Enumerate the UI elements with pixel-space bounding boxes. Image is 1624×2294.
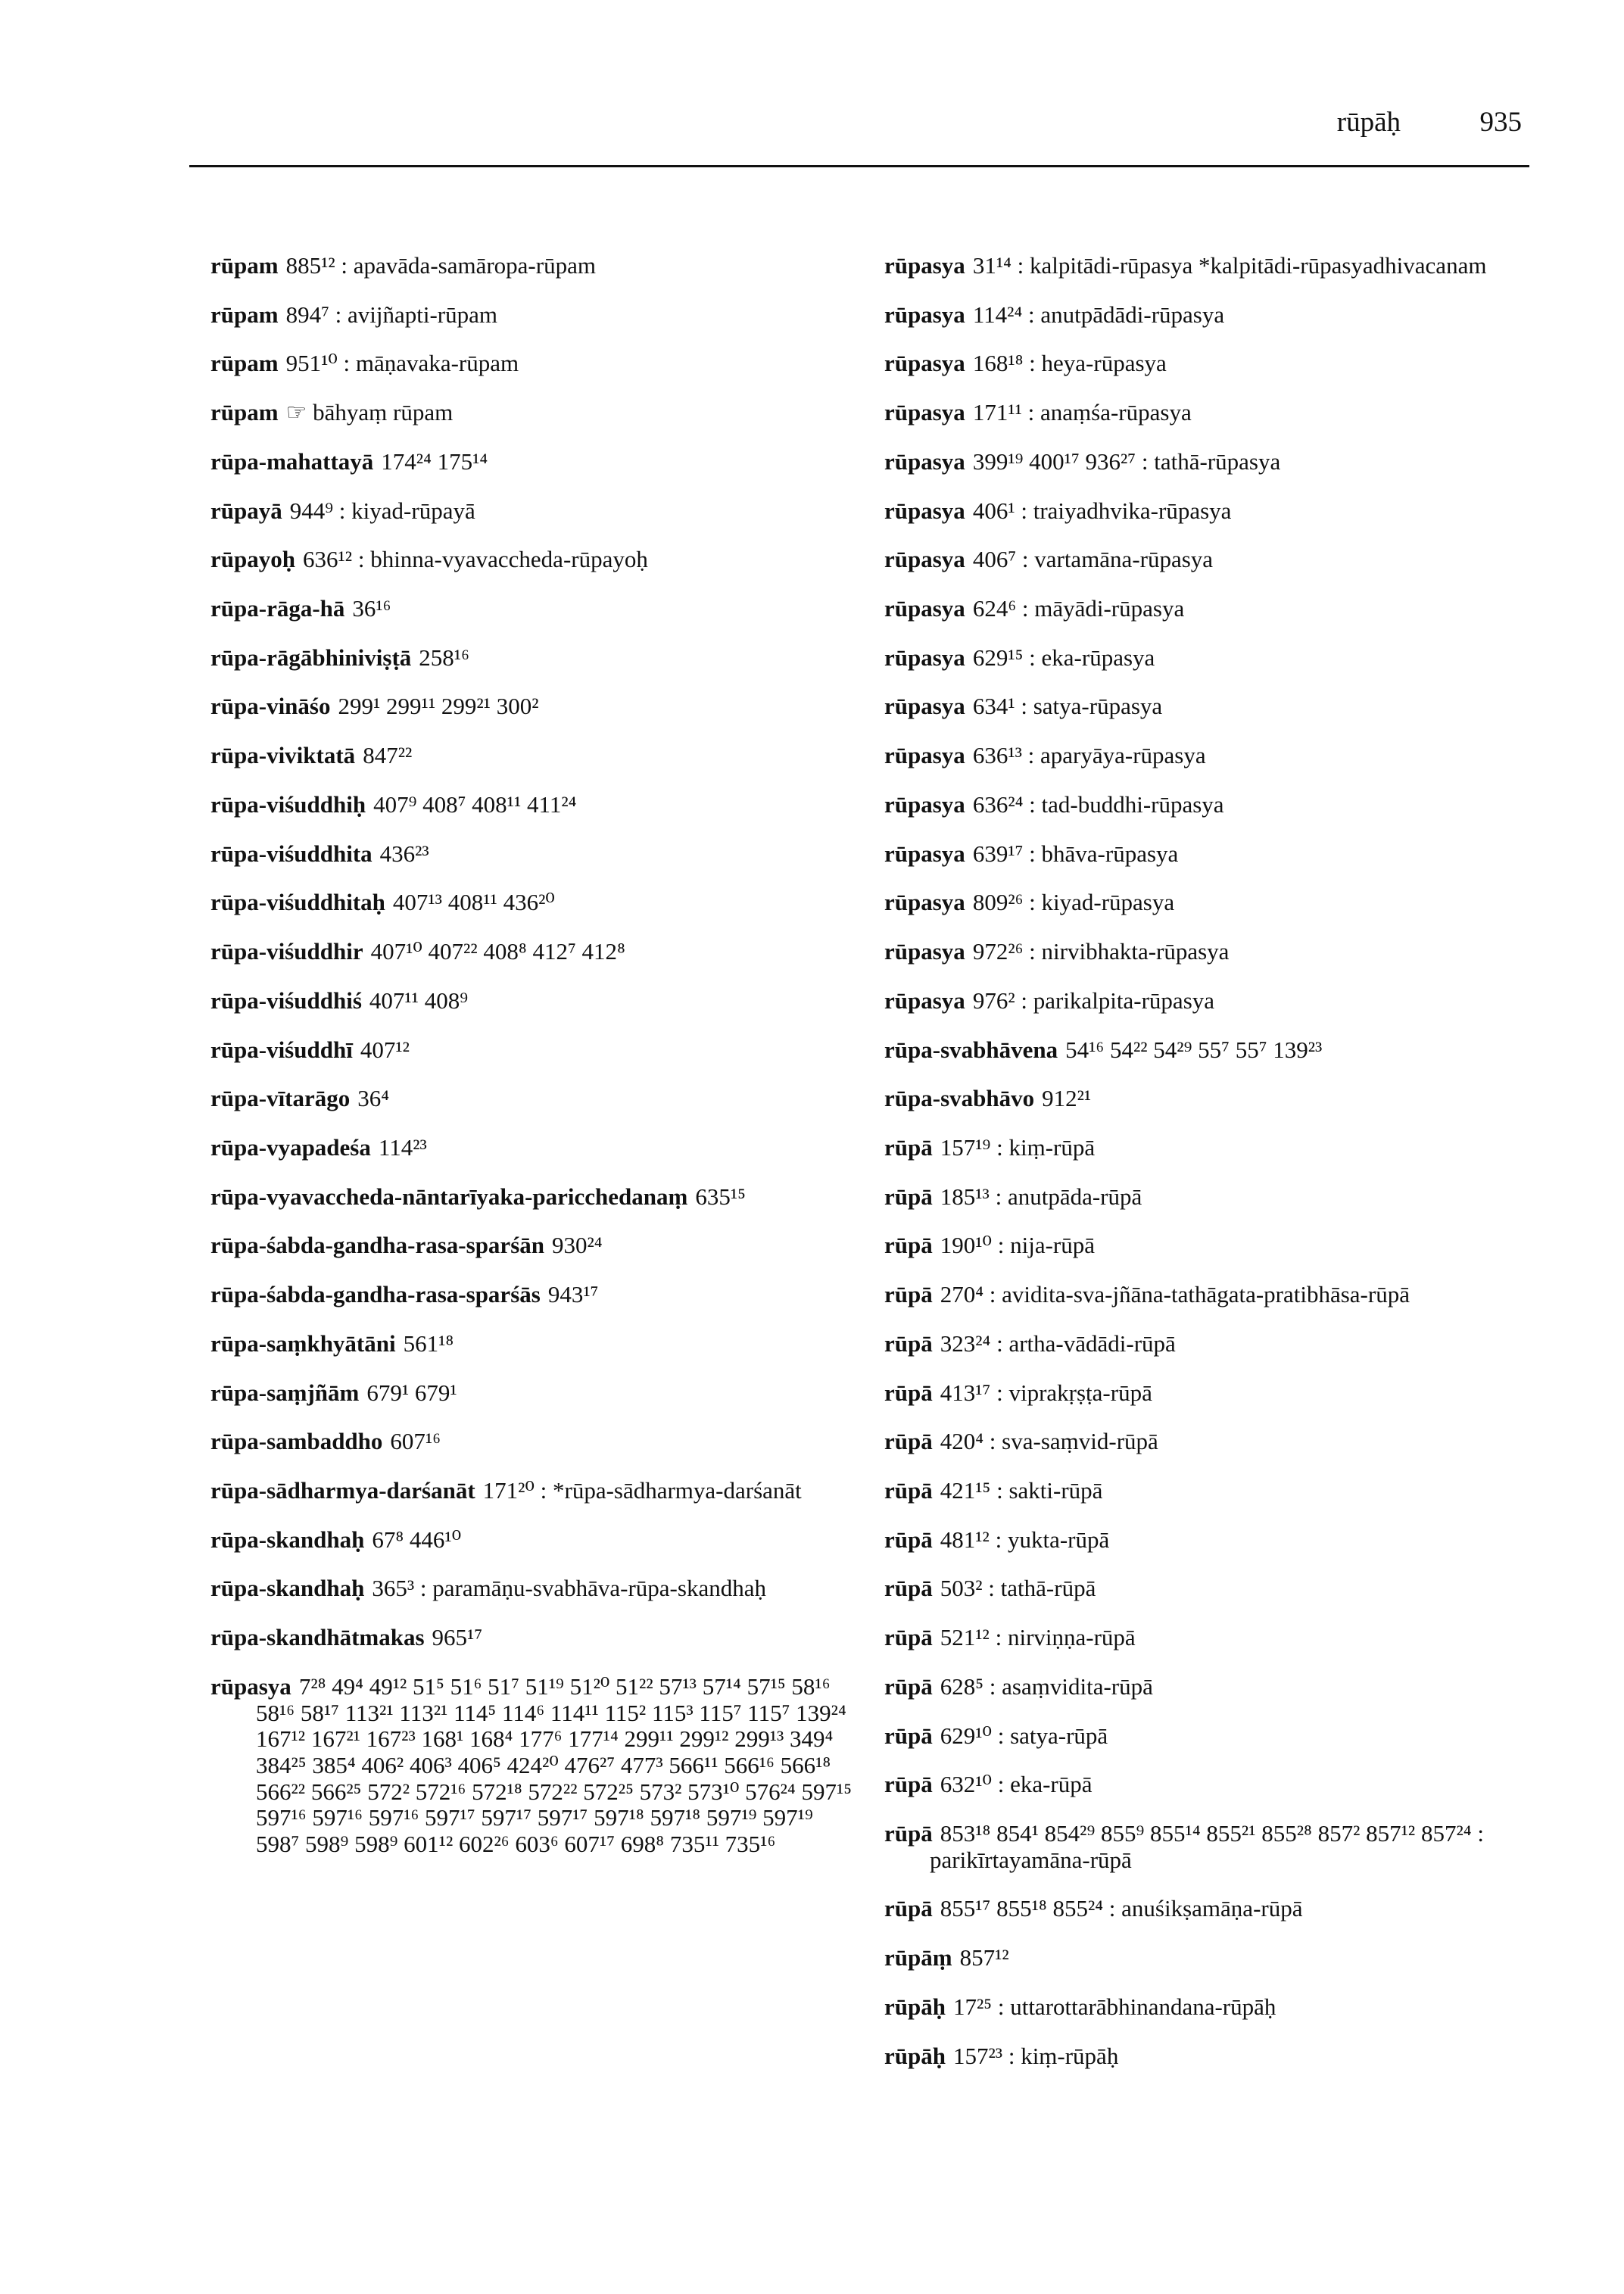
index-entry (210, 302, 854, 329)
entry-references: 894⁷ : (285, 301, 342, 328)
index-entry (210, 1331, 854, 1357)
entry-references: 36¹⁶ (352, 595, 391, 622)
index-entry (884, 449, 1528, 475)
index-entry (884, 1184, 1528, 1211)
entry-headword: rūpā (884, 1183, 933, 1210)
entry-references: 406¹ : (972, 497, 1027, 524)
entry-headword: rūpa-viśuddhir (210, 938, 363, 965)
entry-context: eka-rūpasya (1041, 644, 1155, 671)
entry-references: 561¹⁸ (403, 1329, 454, 1357)
entry-references: 185¹³ : (940, 1183, 1002, 1210)
index-entry (210, 1282, 854, 1308)
entry-headword: rūpa-vītarāgo (210, 1085, 351, 1112)
entry-context: sakti-rūpā (1008, 1476, 1103, 1504)
entry-context: māyādi-rūpasya (1034, 595, 1185, 622)
entry-references: 944⁹ : (289, 497, 346, 524)
index-entry (210, 1478, 854, 1504)
entry-headword: rūpa-viśuddhī (210, 1036, 353, 1063)
entry-headword: rūpa-śabda-gandha-rasa-sparśās (210, 1281, 541, 1308)
entry-references: 628⁵ : (940, 1672, 996, 1700)
entry-context: nija-rūpā (1010, 1232, 1095, 1259)
index-entry (210, 1380, 854, 1407)
entry-references: 607¹⁶ (390, 1428, 441, 1455)
index-entry (210, 547, 854, 573)
entry-headword: rūpasya (884, 790, 965, 818)
entry-context: eka-rūpā (1010, 1771, 1093, 1798)
entry-context: vartamāna-rūpasya (1034, 546, 1214, 573)
entry-references: 7²⁸ 49⁴ 49¹² 51⁵ 51⁶ 51⁷ 51¹⁹ 51²⁰ 51²² 57¹³ 57¹⁴ 57¹⁵ 58¹⁶ 58¹⁶ 58¹⁷ 113²¹ 113²¹ 114⁵ 114⁶ 114¹¹ 115² 115³ 115⁷ 115⁷ 139²⁴ 167¹² 167²¹ 167²³ 168¹ 168⁴ 177⁶ 177¹⁴ 299¹¹ 299¹² 299¹³ 349⁴ 384²⁵ 385⁴ 406² 406³ 406⁵ 424²⁰ 476²⁷ 477³ 566¹¹ 566¹⁶ 566¹⁸ 566²² 566²⁵ 572² 572¹⁶ 572¹⁸ 572²² 572²⁵ 573² 573¹⁰ 576²⁴ 597¹⁵ 597¹⁶ 597¹⁶ 597¹⁶ 597¹⁷ 597¹⁷ 597¹⁷ 597¹⁸ 597¹⁸ 597¹⁹ 597¹⁹ 598⁷ 598⁹ 598⁹ 601¹² 602²⁶ 603⁶ 607¹⁷ 698⁸ 735¹¹ 735¹⁶ (256, 1672, 853, 1858)
entry-references: 629¹⁵ : (972, 644, 1036, 671)
entry-headword: rūpā (884, 1624, 933, 1651)
index-entry (884, 743, 1528, 769)
index-entry (884, 693, 1528, 720)
entry-headword: rūpa-rāga-hā (210, 595, 345, 622)
entry-references: 857¹² (959, 1944, 1009, 1971)
entry-context: apavāda-samāropa-rūpam (353, 252, 596, 279)
entry-references: 67⁸ 446¹⁰ (372, 1526, 462, 1553)
entry-context: tad-buddhi-rūpasya (1041, 790, 1224, 818)
entry-references: 413¹⁷ : (940, 1379, 1003, 1406)
entry-headword: rūpa-sambaddho (210, 1428, 383, 1455)
entry-references: 436²³ (379, 840, 429, 867)
index-entry (884, 1674, 1528, 1700)
index-entry (884, 1380, 1528, 1407)
entry-references: 976² : (972, 986, 1027, 1014)
entry-references: 855¹⁷ 855¹⁸ 855²⁴ : (940, 1895, 1116, 1922)
index-entry (210, 1625, 854, 1651)
entry-references: 114²⁴ : (972, 301, 1035, 328)
entry-references: 406⁷ : (972, 546, 1029, 573)
entry-headword: rūpā (884, 1526, 933, 1553)
entry-headword: rūpa-skandhaḥ (210, 1575, 365, 1602)
entry-headword: rūpasya (884, 447, 965, 475)
index-entry (884, 1135, 1528, 1161)
entry-headword: rūpam (210, 252, 279, 279)
index-entry (884, 1478, 1528, 1504)
entry-references: 171¹¹ : (972, 399, 1035, 426)
index-entry (884, 1723, 1528, 1750)
entry-references: 258¹⁶ (419, 644, 469, 671)
entry-references: 157²³ : (952, 2042, 1015, 2069)
index-entry (884, 351, 1528, 377)
entry-context: *rūpa-sādharmya-darśanāt (553, 1476, 802, 1504)
entry-context: kiṃ-rūpā (1008, 1133, 1096, 1161)
entry-context: kiyad-rūpasya (1041, 889, 1175, 916)
index-entry (884, 302, 1528, 329)
entry-headword: rūpā (884, 1820, 933, 1847)
entry-references: 481¹² : (940, 1526, 1002, 1553)
entry-references: 943¹⁷ (547, 1281, 599, 1308)
entry-references: 407¹¹ 408⁹ (369, 986, 469, 1014)
entry-headword: rūpasya (210, 1672, 291, 1700)
entry-headword: rūpam (210, 301, 279, 328)
entry-headword: rūpasya (884, 644, 965, 671)
index-entry (884, 1821, 1528, 1873)
index-entry (884, 939, 1528, 965)
entry-headword: rūpasya (884, 889, 965, 916)
entry-references: 174²⁴ 175¹⁴ (381, 447, 488, 475)
entry-references: 157¹⁹ : (940, 1133, 1003, 1161)
entry-context: heya-rūpasya (1041, 350, 1167, 377)
entry-references: 36⁴ (357, 1085, 390, 1112)
entry-references: 847²² (363, 742, 413, 769)
index-entry (210, 498, 854, 525)
entry-headword: rūpasya (884, 742, 965, 769)
entry-references: 679¹ 679¹ (366, 1379, 457, 1406)
entry-references: 114²³ (378, 1133, 427, 1161)
entry-context: anutpādādi-rūpasya (1040, 301, 1225, 328)
right-column (884, 253, 1528, 2092)
index-entry (210, 645, 854, 672)
entry-headword: rūpa-śabda-gandha-rasa-sparśān (210, 1232, 544, 1259)
index-entry (210, 1086, 854, 1112)
entry-context: artha-vādādi-rūpā (1008, 1329, 1176, 1357)
entry-references: 407¹³ 408¹¹ 436²⁰ (392, 889, 555, 916)
entry-headword: rūpa-vyapadeśa (210, 1133, 371, 1161)
entry-headword: rūpā (884, 1771, 933, 1798)
index-entry (884, 596, 1528, 622)
entry-headword: rūpā (884, 1672, 933, 1700)
entry-headword: rūpā (884, 1428, 933, 1455)
index-entry (210, 988, 854, 1015)
index-entry (210, 596, 854, 622)
entry-references: 407¹² (360, 1036, 410, 1063)
entry-references: 407⁹ 408⁷ 408¹¹ 411²⁴ (373, 790, 577, 818)
entry-headword: rūpa-viśuddhitaḥ (210, 889, 385, 916)
entry-headword: rūpa-viśuddhiś (210, 986, 362, 1014)
index-entry (210, 253, 854, 279)
entry-context: anutpāda-rūpā (1007, 1183, 1142, 1210)
entry-references: 809²⁶ : (972, 889, 1036, 916)
entry-headword: rūpayoḥ (210, 546, 295, 573)
entry-headword: rūpasya (884, 938, 965, 965)
entry-references: 951¹⁰ : (285, 350, 351, 377)
index-entry (884, 1576, 1528, 1602)
index-entry (210, 1576, 854, 1602)
entry-headword: rūpam (210, 350, 279, 377)
entry-headword: rūpasya (884, 693, 965, 720)
entry-context: kiṃ-rūpāḥ (1021, 2042, 1119, 2069)
entry-headword: rūpa-skandhātmakas (210, 1624, 425, 1651)
entry-headword: rūpā (884, 1895, 933, 1922)
entry-references: 521¹² : (940, 1624, 1002, 1651)
entry-headword: rūpasya (884, 252, 965, 279)
entry-references: 624⁶ : (972, 595, 1029, 622)
entry-context: yukta-rūpā (1007, 1526, 1110, 1553)
entry-headword: rūpa-sādharmya-darśanāt (210, 1476, 475, 1504)
entry-headword: rūpa-vyavaccheda-nāntarīyaka-paricchedanaṃ (210, 1183, 688, 1210)
entry-references: 639¹⁷ : (972, 840, 1036, 867)
entry-headword: rūpasya (884, 350, 965, 377)
left-column (210, 253, 854, 1881)
entry-references: 636¹² : (302, 546, 365, 573)
running-head-word: rūpāḥ (1336, 107, 1401, 138)
entry-headword: rūpa-viviktatā (210, 742, 356, 769)
entry-context: nirvibhakta-rūpasya (1041, 938, 1230, 965)
index-entry (884, 253, 1528, 279)
entry-headword: rūpa-viśuddhita (210, 840, 372, 867)
entry-headword: rūpam (210, 399, 279, 426)
entry-references: 190¹⁰ : (940, 1232, 1005, 1259)
index-entry (210, 841, 854, 868)
entry-context: sva-saṃvid-rūpā (1002, 1428, 1158, 1455)
entry-context: traiyadhvika-rūpasya (1033, 497, 1232, 524)
entry-references: 972²⁶ : (972, 938, 1036, 965)
entry-headword: rūpā (884, 1575, 933, 1602)
entry-headword: rūpa-svabhāvo (884, 1085, 1035, 1112)
index-entry (884, 841, 1528, 868)
entry-context: parikalpita-rūpasya (1033, 986, 1215, 1014)
index-entry (884, 1625, 1528, 1651)
entry-headword: rūpa-saṃkhyātāni (210, 1329, 396, 1357)
index-entry (884, 1994, 1528, 2021)
entry-references: 17²⁵ : (952, 1993, 1005, 2020)
index-entry (884, 1772, 1528, 1798)
entry-context: paramāṇu-svabhāva-rūpa-skandhaḥ (432, 1575, 766, 1602)
index-entry (884, 1527, 1528, 1554)
entry-references: 420⁴ : (940, 1428, 996, 1455)
entry-references: 421¹⁵ : (940, 1476, 1003, 1504)
entry-context: tathā-rūpasya (1154, 447, 1281, 475)
entry-context: avijñapti-rūpam (348, 301, 497, 328)
index-entry (210, 890, 854, 916)
index-entry (884, 1945, 1528, 1971)
entry-headword: rūpa-saṃjñām (210, 1379, 360, 1406)
index-entry (884, 1037, 1528, 1064)
entry-references: 912²¹ (1042, 1085, 1092, 1112)
entry-context: viprakṛṣṭa-rūpā (1008, 1379, 1152, 1406)
entry-headword: rūpa-skandhaḥ (210, 1526, 365, 1553)
index-entry (210, 1184, 854, 1211)
entry-context: parikīrtayamāna-rūpā (930, 1846, 1132, 1873)
entry-references: 965¹⁷ (432, 1624, 483, 1651)
index-entry (210, 1674, 854, 1858)
entry-headword: rūpa-mahattayā (210, 447, 374, 475)
entry-headword: rūpāḥ (884, 1993, 946, 2020)
entry-headword: rūpayā (210, 497, 282, 524)
entry-context: bhinna-vyavaccheda-rūpayoḥ (370, 546, 648, 573)
entry-references: 503² : (940, 1575, 995, 1602)
index-entry (884, 2043, 1528, 2070)
entry-references: 365³ : (372, 1575, 427, 1602)
index-entry (884, 498, 1528, 525)
entry-headword: rūpāḥ (884, 2042, 946, 2069)
entry-references: 54¹⁶ 54²² 54²⁹ 55⁷ 55⁷ 139²³ (1065, 1036, 1323, 1063)
entry-references: 31¹⁴ : (972, 252, 1024, 279)
index-entry (210, 1429, 854, 1455)
index-entry (884, 645, 1528, 672)
index-entry (210, 400, 854, 426)
entry-headword: rūpasya (884, 595, 965, 622)
entry-headword: rūpa-viśuddhiḥ (210, 790, 366, 818)
entry-references: 632¹⁰ : (940, 1771, 1005, 1798)
entry-context: aparyāya-rūpasya (1040, 742, 1206, 769)
entry-context: satya-rūpā (1010, 1722, 1108, 1749)
entry-context: bhāva-rūpasya (1041, 840, 1179, 867)
entry-context: asaṃvidita-rūpā (1002, 1672, 1153, 1700)
index-entry (210, 743, 854, 769)
index-entry (884, 988, 1528, 1015)
entry-headword: rūpasya (884, 497, 965, 524)
index-entry (884, 792, 1528, 818)
index-entry (210, 351, 854, 377)
entry-context: bāhyaṃ rūpam (313, 399, 454, 426)
index-entry (884, 1086, 1528, 1112)
entry-headword: rūpā (884, 1476, 933, 1504)
entry-context: uttarottarābhinandana-rūpāḥ (1010, 1993, 1276, 2020)
entry-references: 636²⁴ : (972, 790, 1036, 818)
entry-context: māṇavaka-rūpam (355, 350, 519, 377)
entry-headword: rūpasya (884, 546, 965, 573)
entry-context: kiyad-rūpayā (351, 497, 475, 524)
entry-references: 323²⁴ : (940, 1329, 1003, 1357)
entry-headword: rūpasya (884, 399, 965, 426)
index-entry (884, 890, 1528, 916)
index-entry (210, 693, 854, 720)
entry-headword: rūpasya (884, 301, 965, 328)
entry-context: tathā-rūpā (1000, 1575, 1096, 1602)
entry-headword: rūpā (884, 1133, 933, 1161)
entry-headword: rūpā (884, 1232, 933, 1259)
entry-headword: rūpā (884, 1722, 933, 1749)
index-entry (884, 1331, 1528, 1357)
index-entry (884, 1896, 1528, 1922)
entry-headword: rūpasya (884, 840, 965, 867)
entry-headword: rūpā (884, 1379, 933, 1406)
index-entry (210, 1233, 854, 1259)
entry-references: 634¹ : (972, 693, 1027, 720)
entry-references: 930²⁴ (552, 1232, 603, 1259)
entry-headword: rūpā (884, 1329, 933, 1357)
header-rule (189, 165, 1529, 167)
entry-references: 635¹⁵ (695, 1183, 746, 1210)
index-entry (210, 449, 854, 475)
entry-references: 299¹ 299¹¹ 299²¹ 300² (338, 693, 539, 720)
entry-headword: rūpa-rāgābhiniviṣṭā (210, 644, 412, 671)
index-entry (210, 792, 854, 818)
entry-references: 270⁴ : (940, 1281, 996, 1308)
index-entry (210, 1037, 854, 1064)
entry-context: anuśikṣamāṇa-rūpā (1121, 1895, 1303, 1922)
entry-references: ☞ (285, 399, 307, 426)
entry-references: 636¹³ : (972, 742, 1035, 769)
page-header (193, 106, 1522, 168)
entry-references: 853¹⁸ 854¹ 854²⁹ 855⁹ 855¹⁴ 855²¹ 855²⁸ 857² 857¹² 857²⁴ : (940, 1820, 1484, 1847)
index-entry (210, 939, 854, 965)
index-entry (884, 1429, 1528, 1455)
entry-headword: rūpā (884, 1281, 933, 1308)
entry-references: 407¹⁰ 407²² 408⁸ 412⁷ 412⁸ (370, 938, 625, 965)
entry-headword: rūpasya (884, 986, 965, 1014)
index-entry (884, 1282, 1528, 1308)
entry-headword: rūpa-svabhāvena (884, 1036, 1058, 1063)
entry-headword: rūpāṃ (884, 1944, 952, 1971)
entry-references: 399¹⁹ 400¹⁷ 936²⁷ : (972, 447, 1149, 475)
entry-references: 171²⁰ : (482, 1476, 547, 1504)
index-entry (884, 400, 1528, 426)
index-entry (884, 547, 1528, 573)
entry-references: 885¹² : (285, 252, 348, 279)
entry-context: nirviṇṇa-rūpā (1007, 1624, 1136, 1651)
entry-context: satya-rūpasya (1033, 693, 1163, 720)
entry-context: kalpitādi-rūpasya *kalpitādi-rūpasyadhivacanam (1030, 252, 1487, 279)
entry-headword: rūpa-vināśo (210, 693, 331, 720)
entry-context: anaṃśa-rūpasya (1040, 399, 1192, 426)
index-entry (884, 1233, 1528, 1259)
entry-references: 629¹⁰ : (940, 1722, 1005, 1749)
index-entry (210, 1527, 854, 1554)
entry-references: 168¹⁸ : (972, 350, 1036, 377)
entry-context: avidita-sva-jñāna-tathāgata-pratibhāsa-rūpā (1002, 1281, 1410, 1308)
index-entry (210, 1135, 854, 1161)
page-number: 935 (1479, 107, 1522, 138)
